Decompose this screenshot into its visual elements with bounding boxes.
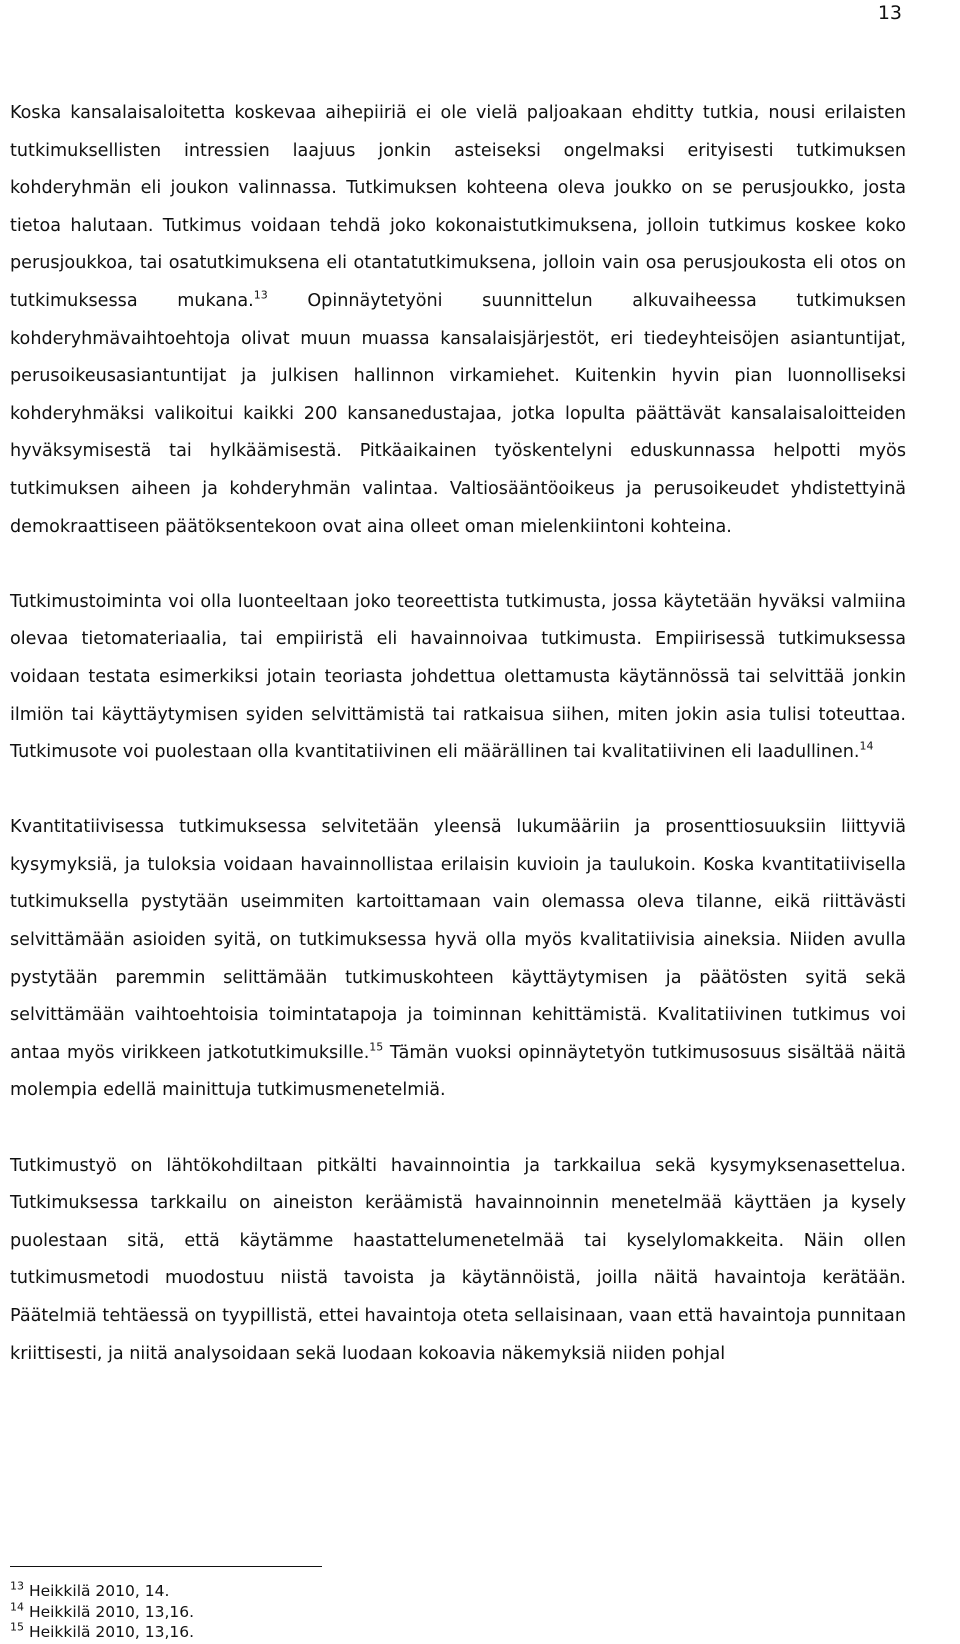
footnote-ref[interactable]: 15 bbox=[369, 1040, 384, 1054]
footnote-ref[interactable]: 13 bbox=[253, 288, 268, 302]
footnote-text: Heikkilä 2010, 13,16. bbox=[28, 1602, 195, 1621]
page-number: 13 bbox=[877, 2, 902, 24]
footnote-text: Heikkilä 2010, 13,16. bbox=[28, 1623, 195, 1641]
paragraph bbox=[10, 584, 906, 772]
footnote-ref[interactable]: 14 bbox=[859, 739, 874, 753]
footnote-number: 14 bbox=[10, 1599, 24, 1613]
paragraph-text: Tutkimustoiminta voi olla luonteeltaan joko teoreettista tutkimusta, jossa käytetään hyväksi valmiina olevaa tietomateriaalia, tai empiiristä eli havainnoivaa tutkimusta. Empiirisessä tutkimuksessa voidaan testata esimerkiksi jotain teoriasta johdettua olettamusta käytännössä tai selvittää jonkin ilmiön tai käyttäytymisen syiden selvittämistä tai ratkaisua siihen, miten jokin asia tulisi toteuttaa. Tutkimusote voi puolestaan olla kvantitatiivinen eli määrällinen tai kvalitatiivinen eli laadullinen. bbox=[10, 591, 906, 763]
footnote bbox=[10, 1599, 195, 1623]
footnote-divider bbox=[10, 1566, 322, 1567]
paragraph-text: Kvantitatiivisessa tutkimuksessa selvitetään yleensä lukumääriin ja prosenttiosuuksiin liittyviä kysymyksiä, ja tuloksia voidaan havainnollistaa erilaisin kuvioin ja taulukoin. Koska kvantitatiivisella tutkimuksella pystytään useimmiten kartoittamaan vain olemassa oleva tilanne, eikä riittävästi selvittämään asioiden syitä, on tutkimuksessa hyvä olla myös kvalitatiivisia aineksia. Niiden avulla pystytään paremmin selittämään tutkimuskohteen käyttäytymisen ja päätösten syitä sekä selvittämään vaihtoehtoisia toimintatapoja ja toiminnan kehittämistä. Kvalitatiivinen tutkimus voi antaa myös virikkeen jatkotutkimuksille. bbox=[10, 817, 906, 1063]
footnote-number: 13 bbox=[10, 1579, 24, 1593]
paragraph-text: Tutkimustyö on lähtökohdiltaan pitkälti havainnointia ja tarkkailua sekä kysymyksenasettelua. Tutkimuksessa tarkkailu on aineiston keräämistä havainnoinnin menetelmää käyttäen ja kysely puolestaan sitä, että käytämme haastattelumenetelmää tai kyselylomakkeita. Näin ollen tutkimusmetodi muodostuu niistä tavoista ja käytännöistä, joilla näitä havaintoja kerätään. Päätelmiä tehtäessä on tyypillistä, ettei havaintoja oteta sellaisinaan, vaan että havaintoja punnitaan kriittisesti, ja niitä analysoidaan sekä luodaan kokoavia näkemyksiä niiden pohjal bbox=[10, 1155, 906, 1364]
body-text bbox=[10, 95, 906, 1373]
paragraph bbox=[10, 809, 906, 1110]
paragraph bbox=[10, 95, 906, 546]
paragraph-text: Tämän vuoksi opinnäytetyön tutkimusosuus sisältää näitä molempia edellä mainittuja tutkimusmenetelmiä. bbox=[10, 1042, 906, 1101]
paragraph-text: Opinnäytetyöni suunnittelun alkuvaiheessa tutkimuksen kohderyhmävaihtoehtoja olivat muun muassa kansalaisjärjestöt, eri tiedeyhteisöjen asiantuntijat, perusoikeusasiantuntijat ja julkisen hallinnon virkamiehet. Kuitenkin hyvin pian luonnolliseksi kohderyhmäksi valikoitui kaikki 200 kansanedustajaa, jotka lopulta päättävät kansalaisaloitteiden hyväksymisestä tai hylkäämisestä. Pitkäaikainen työskentelyni eduskunnassa helpotti myös tutkimuksen aiheen ja kohderyhmän valintaa. Valtiosääntöoikeus ja perusoikeudet yhdistettyinä demokraattiseen päätöksentekoon ovat aina olleet oman mielenkiintoni kohteina. bbox=[10, 290, 906, 537]
footnote bbox=[10, 1581, 194, 1602]
footnote-text: Heikkilä 2010, 14. bbox=[28, 1582, 170, 1600]
footnote-number: 15 bbox=[10, 1620, 24, 1634]
footnotes bbox=[10, 1581, 194, 1643]
footnote bbox=[10, 1622, 194, 1643]
paragraph bbox=[10, 1148, 906, 1374]
paragraph-text: Koska kansalaisaloitetta koskevaa aihepiiriä ei ole vielä paljoakaan ehditty tutkia, nousi erilaisten tutkimuksellisten intressien laajuus jonkin asteiseksi ongelmaksi erityisesti tutkimuksen kohderyhmän eli joukon valinnassa. Tutkimuksen kohteena oleva joukko on se perusjoukko, josta tietoa halutaan. Tutkimus voidaan tehdä joko kokonaistutkimuksena, jolloin tutkimus koskee koko perusjoukkoa, tai osatutkimuksena eli otantatutkimuksena, jolloin vain osa perusjoukosta eli otos on tutkimuksessa mukana. bbox=[10, 103, 906, 311]
